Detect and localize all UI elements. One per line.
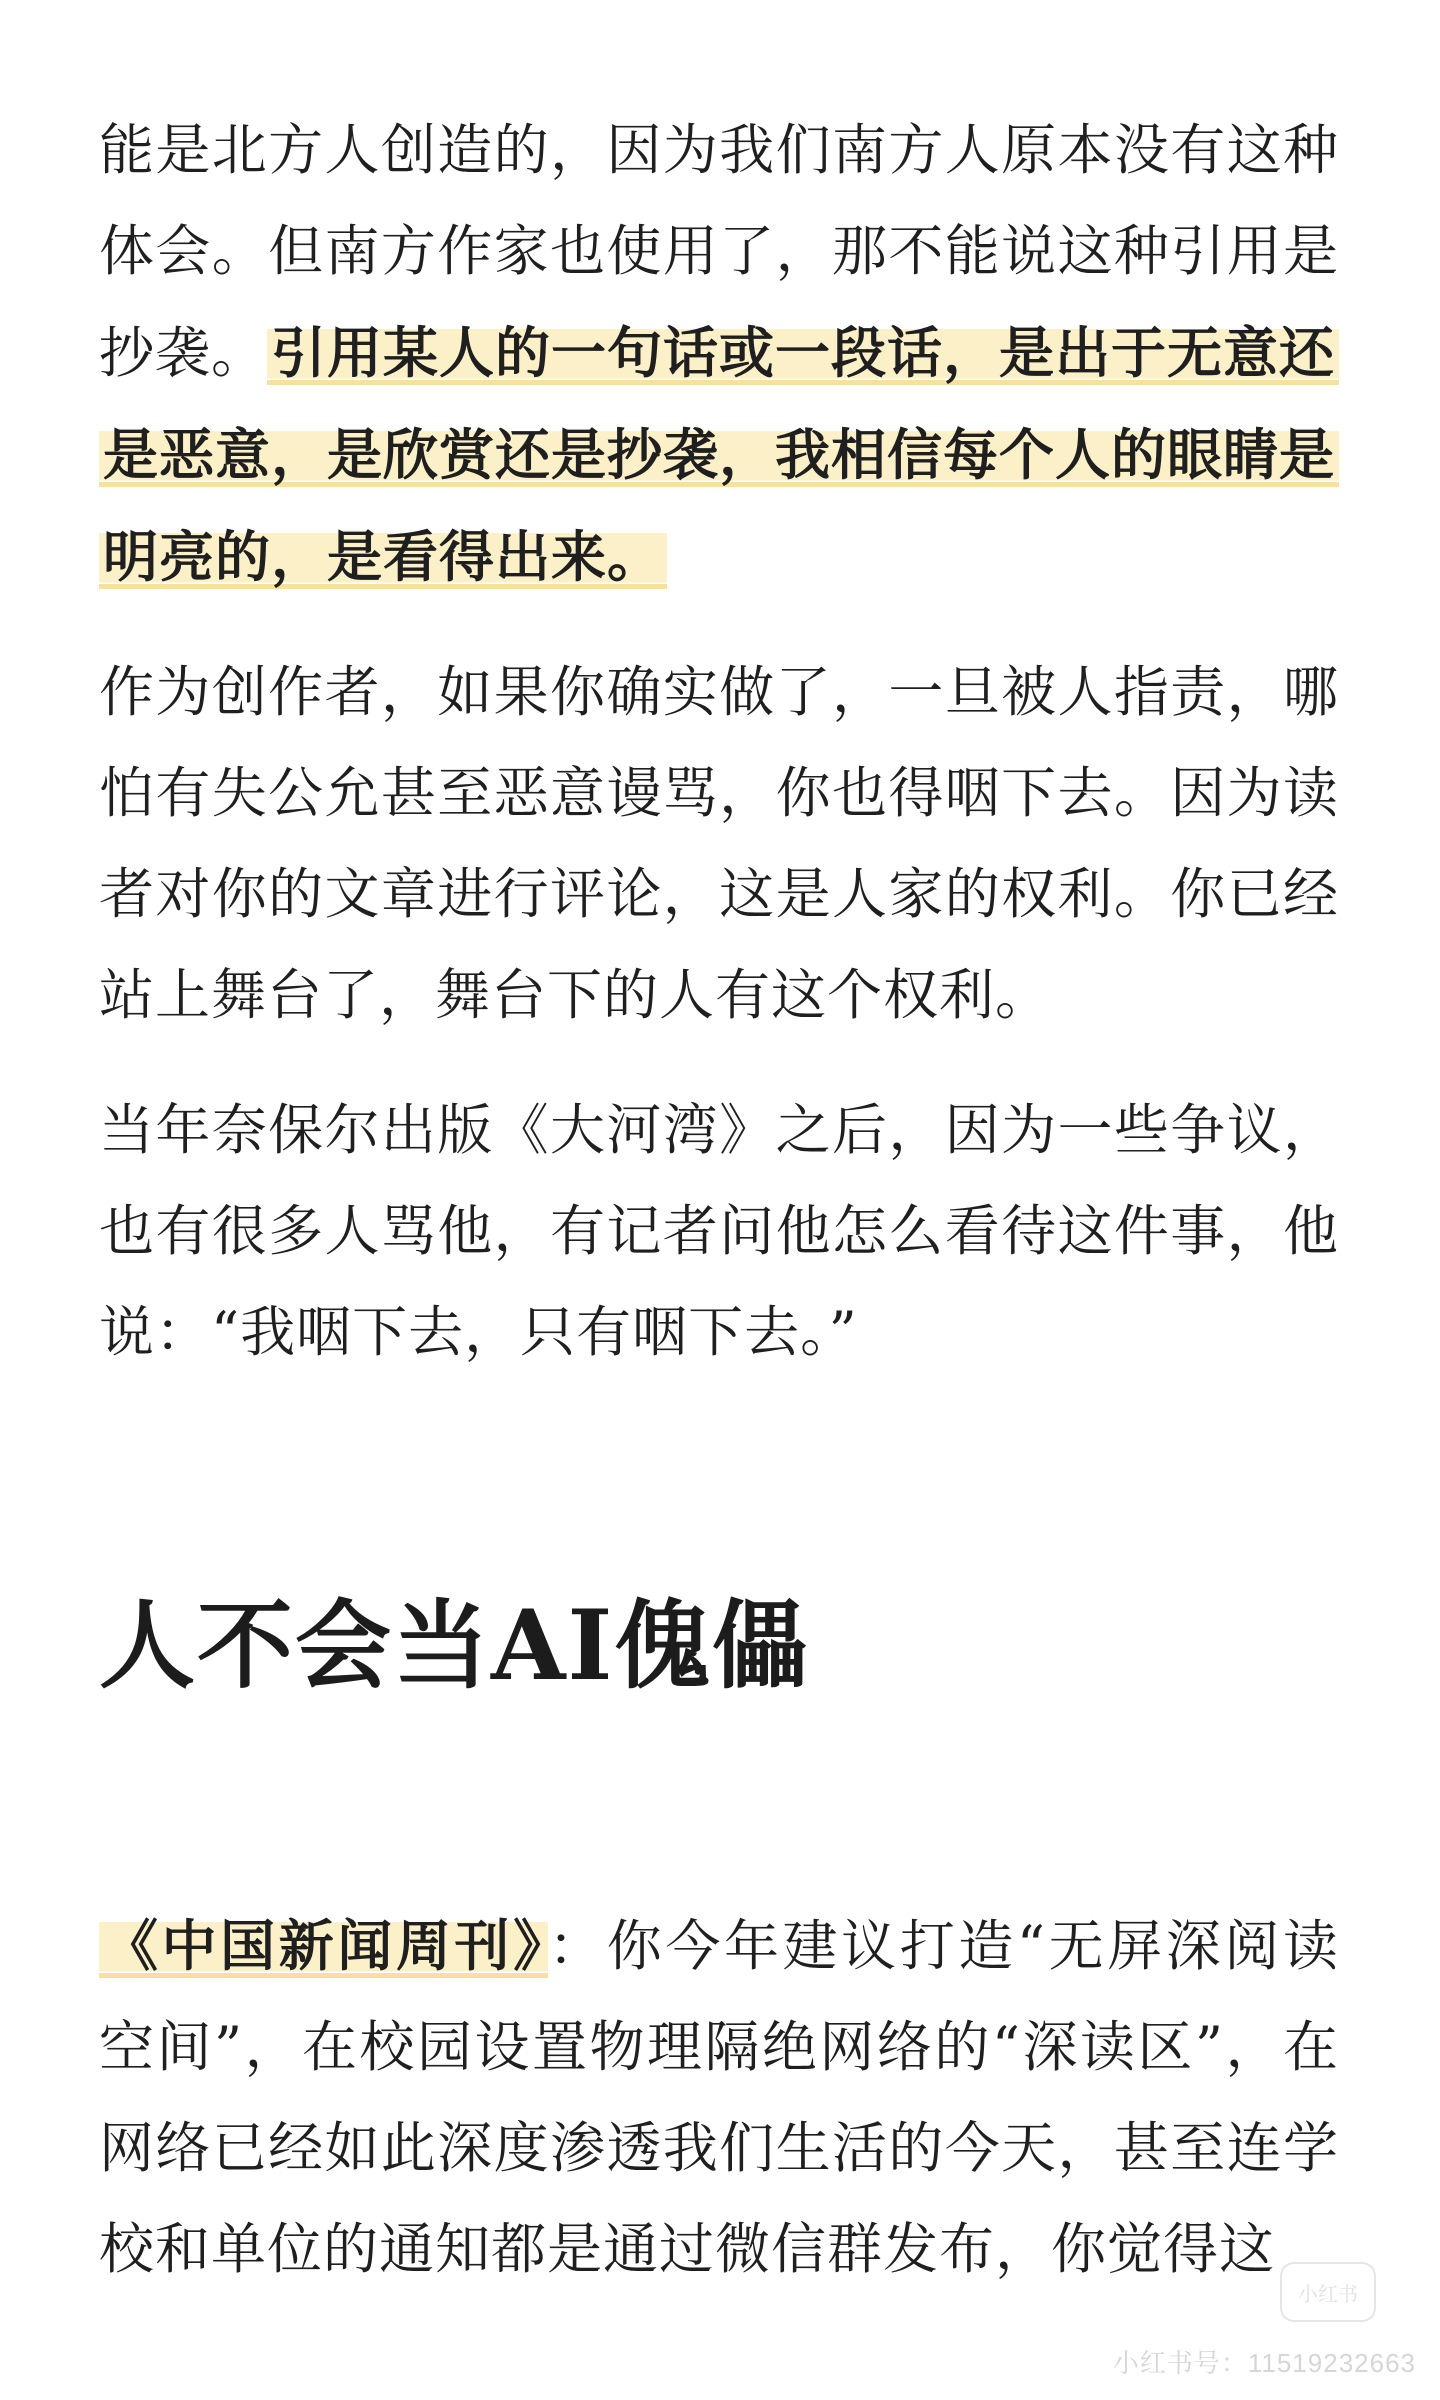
paragraph-1-text: 能是北方人创造的，因为我们南方人原本没有这种体会。但南方作家也使用了，那不能说这种引用是抄袭。 — [99, 118, 1339, 385]
interview-question — [99, 1895, 1339, 2300]
highlighted-quote: 引用某人的一句话或一段话，是出于无意还是恶意，是欣赏还是抄袭，我相信每个人的眼睛是明亮的，是看得出来。 — [99, 320, 1339, 589]
article-body — [99, 100, 1339, 1383]
interviewer-colon: ： — [548, 1914, 607, 1978]
question-text: 你今年建议打造“无屏深阅读空间”，在校园设置物理隔绝网络的“深读区”，在网络已经如此深度渗透我们生活的今天，甚至连学校和单位的通知都是通过微信群发布，你觉得这 — [99, 1914, 1339, 2281]
interviewer-name: 《中国新闻周刊》 — [99, 1913, 548, 1978]
watermark-logo: 小红书 — [1280, 2262, 1376, 2322]
watermark-id: 小红书号：11519232663 — [1112, 2348, 1416, 2378]
section-heading: 人不会当AI傀儡 — [99, 1589, 811, 1702]
paragraph-3: 当年奈保尔出版《大河湾》之后，因为一些争议，也有很多人骂他，有记者问他怎么看待这件事，他说：“我咽下去，只有咽下去。” — [99, 1098, 1339, 1364]
paragraph-2: 作为创作者，如果你确实做了，一旦被人指责，哪怕有失公允甚至恶意谩骂，你也得咽下去。因为读者对你的文章进行评论，这是人家的权利。你已经站上舞台了，舞台下的人有这个权利。 — [99, 660, 1339, 1027]
paragraph-1 — [99, 100, 1339, 608]
